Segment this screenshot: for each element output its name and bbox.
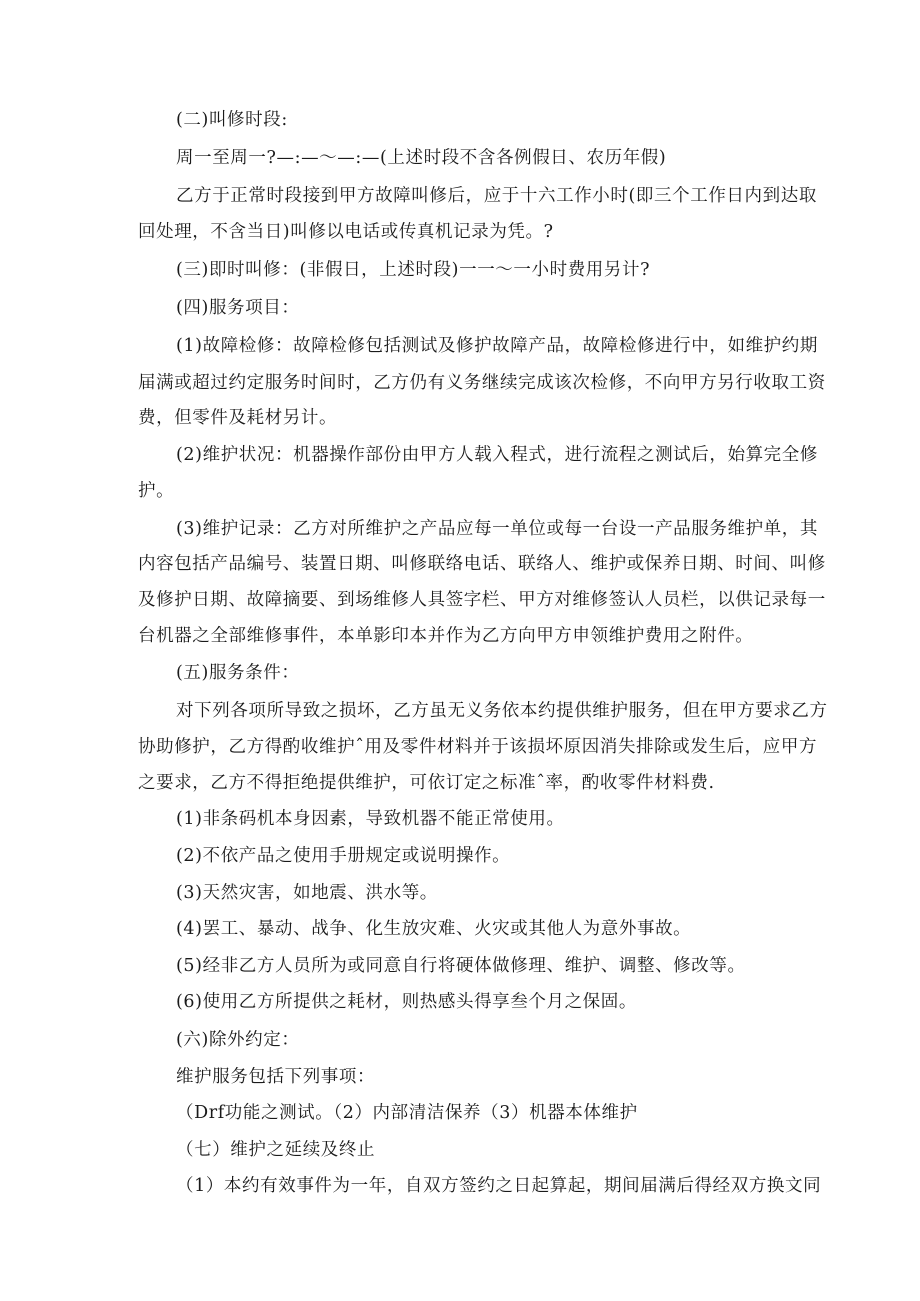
paragraph-line: (5)经非乙方人员所为或同意自行将硬体做修理、维护、调整、修改等。 <box>176 956 746 976</box>
paragraph-line: 内容包括产品编号、装置日期、叫修联络电话、联络人、维护或保养日期、时间、叫修 <box>138 554 826 574</box>
paragraph-line: (1)故障检修：故障检修包括测试及修护故障产品，故障检修进行中，如维护约期 <box>176 336 818 356</box>
paragraph-line: 协助修护，乙方得酌收维护ˆ用及零件材料并于该损坏原因消失排除或发生后，应甲方 <box>138 737 818 757</box>
paragraph-line: 回处理，不含当日)叫修以电话或传真机记录为凭。? <box>138 222 554 242</box>
paragraph-line: 及修护日期、故障摘要、到场维修人具签字栏、甲方对维修签认人员栏，以供记录每一 <box>138 590 826 610</box>
paragraph-line: 周一至周一?—:—～—:—(上述时段不含各例假日、农历年假) <box>176 148 667 168</box>
section-heading: （七）维护之延续及终止 <box>176 1140 376 1160</box>
paragraph-line: 之要求，乙方不得拒绝提供维护，可依订定之标准ˆ率，酌收零件材料费. <box>138 773 715 793</box>
paragraph-line: (3)天然灾害，如地震、洪水等。 <box>176 883 438 903</box>
paragraph-line: 台机器之全部维修事件，本单影印本并作为乙方向甲方申领维护费用之附件。 <box>138 626 754 646</box>
paragraph-line: （1）本约有效事件为一年，自双方签约之日起算起，期间届满后得经双方换文同 <box>176 1176 822 1196</box>
paragraph-line: (6)使用乙方所提供之耗材，则热感头得享叁个月之保固。 <box>176 992 637 1012</box>
paragraph-line: 维护服务包括下列事项： <box>176 1067 376 1087</box>
section-heading: (五)服务条件： <box>176 663 300 683</box>
paragraph-line: (2)维护状况：机器操作部份由甲方人载入程式，进行流程之测试后，始算完全修 <box>176 445 818 465</box>
paragraph-line: 乙方于正常时段接到甲方故障叫修后，应于十六工作小时(即三个工作日内到达取 <box>176 186 817 206</box>
paragraph-line: (1)非条码机本身因素，导致机器不能正常使用。 <box>176 809 565 829</box>
paragraph-line: (三)即时叫修：(非假日，上述时段)一一～一小时费用另计? <box>176 260 651 280</box>
paragraph-line: 护。 <box>138 481 175 501</box>
paragraph-line: 届满或超过约定服务时间时，乙方仍有义务继续完成该次检修，不向甲方另行收取工资 <box>138 373 826 393</box>
section-heading: (四)服务项目： <box>176 298 300 318</box>
section-heading: (二)叫修时段: <box>176 110 288 130</box>
paragraph-line: （Drf功能之测试。（2）内部清洁保养（3）机器本体维护 <box>176 1103 638 1123</box>
section-heading: (六)除外约定： <box>176 1030 300 1050</box>
paragraph-line: 费，但零件及耗材另计。 <box>138 408 338 428</box>
paragraph-line: (2)不依产品之使用手册规定或说明操作。 <box>176 846 511 866</box>
paragraph-line: (3)维护记录：乙方对所维护之产品应每一单位或每一台设一产品服务维护单，其 <box>176 519 818 539</box>
paragraph-line: (4)罢工、暴动、战争、化生放灾难、火灾或其他人为意外事故。 <box>176 919 692 939</box>
paragraph-line: 对下列各项所导致之损坏，乙方虽无义务依本约提供维护服务，但在甲方要求乙方 <box>176 701 828 721</box>
